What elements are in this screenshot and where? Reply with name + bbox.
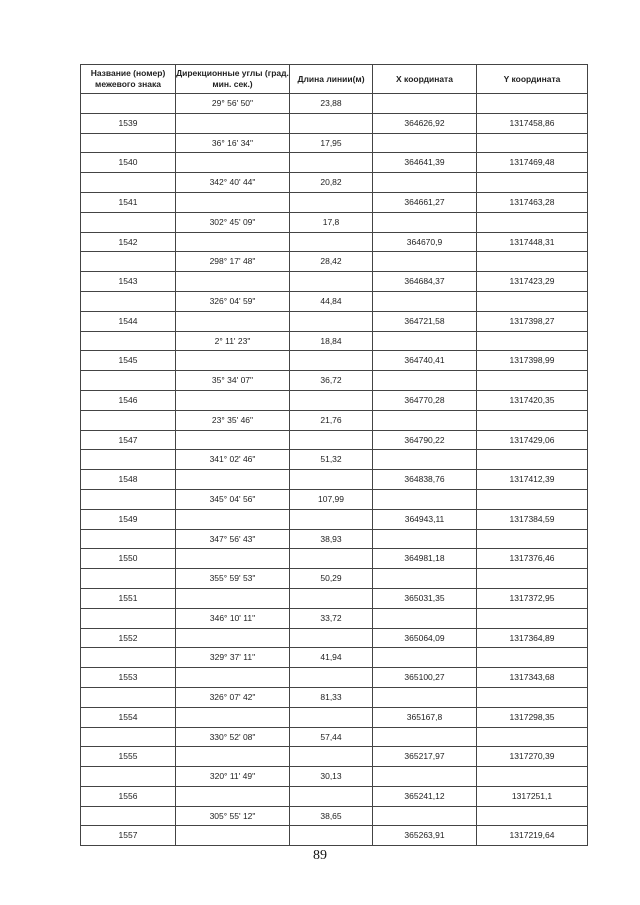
- y-coordinate-cell: [477, 371, 588, 391]
- x-coordinate-cell: 364684,37: [373, 272, 477, 292]
- page-number: 89: [313, 848, 327, 863]
- header-marker-name: Название (номер) межевого знака: [81, 65, 176, 94]
- marker-name-cell: [81, 133, 176, 153]
- marker-name-cell: [81, 727, 176, 747]
- direction-angle-cell: [176, 588, 290, 608]
- direction-angle-cell: 302° 45' 09": [176, 212, 290, 232]
- y-coordinate-cell: [477, 410, 588, 430]
- direction-angle-cell: 298° 17' 48": [176, 252, 290, 272]
- header-direction-angle: Дирекционные углы (град. мин. сек.): [176, 65, 290, 94]
- marker-name-cell: 1556: [81, 786, 176, 806]
- direction-angle-cell: [176, 113, 290, 133]
- marker-name-cell: [81, 410, 176, 430]
- marker-name-cell: 1543: [81, 272, 176, 292]
- table-row: [81, 94, 588, 114]
- marker-name-cell: 1547: [81, 430, 176, 450]
- direction-angle-cell: 305° 55' 12": [176, 806, 290, 826]
- y-coordinate-cell: 1317219,64: [477, 826, 588, 846]
- y-coordinate-cell: [477, 687, 588, 707]
- line-length-cell: 33,72: [290, 608, 373, 628]
- x-coordinate-cell: 364981,18: [373, 549, 477, 569]
- table-row: [81, 489, 588, 509]
- table-row: [81, 707, 588, 727]
- line-length-cell: [290, 786, 373, 806]
- line-length-cell: [290, 628, 373, 648]
- line-length-cell: [290, 509, 373, 529]
- table-body: [81, 94, 588, 846]
- marker-name-cell: 1545: [81, 351, 176, 371]
- x-coordinate-cell: [373, 687, 477, 707]
- line-length-cell: 38,93: [290, 529, 373, 549]
- y-coordinate-cell: [477, 252, 588, 272]
- y-coordinate-cell: [477, 806, 588, 826]
- table-row: [81, 450, 588, 470]
- line-length-cell: [290, 232, 373, 252]
- x-coordinate-cell: [373, 450, 477, 470]
- line-length-cell: 20,82: [290, 173, 373, 193]
- marker-name-cell: [81, 450, 176, 470]
- table-row: [81, 470, 588, 490]
- x-coordinate-cell: 364770,28: [373, 390, 477, 410]
- table-row: [81, 232, 588, 252]
- line-length-cell: [290, 192, 373, 212]
- y-coordinate-cell: [477, 173, 588, 193]
- marker-name-cell: 1550: [81, 549, 176, 569]
- table-row: [81, 430, 588, 450]
- x-coordinate-cell: 365064,09: [373, 628, 477, 648]
- y-coordinate-cell: 1317384,59: [477, 509, 588, 529]
- y-coordinate-cell: 1317423,29: [477, 272, 588, 292]
- line-length-cell: [290, 707, 373, 727]
- x-coordinate-cell: 365217,97: [373, 747, 477, 767]
- marker-name-cell: 1539: [81, 113, 176, 133]
- marker-name-cell: 1544: [81, 311, 176, 331]
- table-row: [81, 509, 588, 529]
- line-length-cell: 41,94: [290, 648, 373, 668]
- line-length-cell: [290, 747, 373, 767]
- x-coordinate-cell: 365031,35: [373, 588, 477, 608]
- table-row: [81, 291, 588, 311]
- y-coordinate-cell: [477, 450, 588, 470]
- line-length-cell: [290, 549, 373, 569]
- line-length-cell: [290, 113, 373, 133]
- line-length-cell: [290, 588, 373, 608]
- table-row: [81, 668, 588, 688]
- marker-name-cell: 1540: [81, 153, 176, 173]
- y-coordinate-cell: [477, 767, 588, 787]
- marker-name-cell: 1541: [81, 192, 176, 212]
- direction-angle-cell: [176, 351, 290, 371]
- y-coordinate-cell: 1317463,28: [477, 192, 588, 212]
- direction-angle-cell: 23° 35' 46": [176, 410, 290, 430]
- y-coordinate-cell: [477, 529, 588, 549]
- marker-name-cell: [81, 608, 176, 628]
- direction-angle-cell: 347° 56' 43": [176, 529, 290, 549]
- marker-name-cell: [81, 569, 176, 589]
- marker-name-cell: 1557: [81, 826, 176, 846]
- marker-name-cell: [81, 806, 176, 826]
- line-length-cell: 17,8: [290, 212, 373, 232]
- direction-angle-cell: [176, 628, 290, 648]
- line-length-cell: 57,44: [290, 727, 373, 747]
- line-length-cell: 30,13: [290, 767, 373, 787]
- direction-angle-cell: [176, 470, 290, 490]
- x-coordinate-cell: 364943,11: [373, 509, 477, 529]
- x-coordinate-cell: 364670,9: [373, 232, 477, 252]
- line-length-cell: [290, 351, 373, 371]
- line-length-cell: 44,84: [290, 291, 373, 311]
- x-coordinate-cell: [373, 212, 477, 232]
- marker-name-cell: 1552: [81, 628, 176, 648]
- table-row: [81, 648, 588, 668]
- x-coordinate-cell: [373, 489, 477, 509]
- marker-name-cell: 1553: [81, 668, 176, 688]
- x-coordinate-cell: [373, 727, 477, 747]
- direction-angle-cell: 329° 37' 11": [176, 648, 290, 668]
- table-row: [81, 529, 588, 549]
- y-coordinate-cell: [477, 608, 588, 628]
- table-row: [81, 192, 588, 212]
- direction-angle-cell: 29° 56' 50": [176, 94, 290, 114]
- line-length-cell: [290, 272, 373, 292]
- table-row: [81, 133, 588, 153]
- line-length-cell: 17,95: [290, 133, 373, 153]
- direction-angle-cell: [176, 390, 290, 410]
- direction-angle-cell: [176, 232, 290, 252]
- x-coordinate-cell: [373, 569, 477, 589]
- table-row: [81, 153, 588, 173]
- x-coordinate-cell: [373, 371, 477, 391]
- marker-name-cell: 1551: [81, 588, 176, 608]
- table-row: [81, 588, 588, 608]
- table-row: [81, 786, 588, 806]
- marker-name-cell: 1542: [81, 232, 176, 252]
- direction-angle-cell: 355° 59' 53": [176, 569, 290, 589]
- y-coordinate-cell: [477, 727, 588, 747]
- table-header-row: [81, 65, 588, 94]
- table-row: [81, 767, 588, 787]
- line-length-cell: [290, 390, 373, 410]
- x-coordinate-cell: [373, 94, 477, 114]
- boundary-coordinates-table: [80, 64, 588, 846]
- x-coordinate-cell: [373, 767, 477, 787]
- line-length-cell: 107,99: [290, 489, 373, 509]
- direction-angle-cell: 35° 34' 07": [176, 371, 290, 391]
- y-coordinate-cell: 1317398,99: [477, 351, 588, 371]
- line-length-cell: 23,88: [290, 94, 373, 114]
- marker-name-cell: 1555: [81, 747, 176, 767]
- y-coordinate-cell: [477, 133, 588, 153]
- marker-name-cell: [81, 173, 176, 193]
- direction-angle-cell: [176, 430, 290, 450]
- table-row: [81, 252, 588, 272]
- y-coordinate-cell: [477, 291, 588, 311]
- line-length-cell: 28,42: [290, 252, 373, 272]
- line-length-cell: [290, 470, 373, 490]
- marker-name-cell: [81, 767, 176, 787]
- line-length-cell: 51,32: [290, 450, 373, 470]
- y-coordinate-cell: 1317458,86: [477, 113, 588, 133]
- y-coordinate-cell: 1317364,89: [477, 628, 588, 648]
- table-row: [81, 272, 588, 292]
- y-coordinate-cell: 1317420,35: [477, 390, 588, 410]
- x-coordinate-cell: [373, 133, 477, 153]
- y-coordinate-cell: 1317270,39: [477, 747, 588, 767]
- table-row: [81, 371, 588, 391]
- table-row: [81, 826, 588, 846]
- direction-angle-cell: [176, 549, 290, 569]
- marker-name-cell: [81, 291, 176, 311]
- x-coordinate-cell: [373, 173, 477, 193]
- x-coordinate-cell: 364626,92: [373, 113, 477, 133]
- x-coordinate-cell: 365167,8: [373, 707, 477, 727]
- table-row: [81, 727, 588, 747]
- header-x-coordinate: X координата: [373, 65, 477, 94]
- line-length-cell: [290, 430, 373, 450]
- table-row: [81, 212, 588, 232]
- y-coordinate-cell: 1317251,1: [477, 786, 588, 806]
- direction-angle-cell: [176, 668, 290, 688]
- x-coordinate-cell: [373, 608, 477, 628]
- x-coordinate-cell: 364740,41: [373, 351, 477, 371]
- x-coordinate-cell: 364641,39: [373, 153, 477, 173]
- table-row: [81, 806, 588, 826]
- marker-name-cell: 1549: [81, 509, 176, 529]
- y-coordinate-cell: 1317376,46: [477, 549, 588, 569]
- direction-angle-cell: 330° 52' 08": [176, 727, 290, 747]
- table-row: [81, 173, 588, 193]
- line-length-cell: 18,84: [290, 331, 373, 351]
- marker-name-cell: [81, 687, 176, 707]
- x-coordinate-cell: 364721,58: [373, 311, 477, 331]
- y-coordinate-cell: [477, 212, 588, 232]
- line-length-cell: [290, 311, 373, 331]
- direction-angle-cell: 345° 04' 56": [176, 489, 290, 509]
- marker-name-cell: [81, 331, 176, 351]
- line-length-cell: 81,33: [290, 687, 373, 707]
- direction-angle-cell: [176, 786, 290, 806]
- line-length-cell: [290, 153, 373, 173]
- y-coordinate-cell: 1317469,48: [477, 153, 588, 173]
- direction-angle-cell: [176, 747, 290, 767]
- table-row: [81, 351, 588, 371]
- line-length-cell: 21,76: [290, 410, 373, 430]
- y-coordinate-cell: [477, 569, 588, 589]
- marker-name-cell: [81, 489, 176, 509]
- line-length-cell: [290, 826, 373, 846]
- direction-angle-cell: [176, 707, 290, 727]
- direction-angle-cell: [176, 192, 290, 212]
- y-coordinate-cell: [477, 648, 588, 668]
- y-coordinate-cell: 1317448,31: [477, 232, 588, 252]
- direction-angle-cell: [176, 153, 290, 173]
- x-coordinate-cell: 365241,12: [373, 786, 477, 806]
- x-coordinate-cell: [373, 410, 477, 430]
- table-row: [81, 628, 588, 648]
- direction-angle-cell: 346° 10' 11": [176, 608, 290, 628]
- x-coordinate-cell: [373, 806, 477, 826]
- x-coordinate-cell: 364838,76: [373, 470, 477, 490]
- x-coordinate-cell: [373, 331, 477, 351]
- direction-angle-cell: 326° 07' 42": [176, 687, 290, 707]
- x-coordinate-cell: [373, 291, 477, 311]
- marker-name-cell: [81, 212, 176, 232]
- header-y-coordinate: Y координата: [477, 65, 588, 94]
- marker-name-cell: 1554: [81, 707, 176, 727]
- table-row: [81, 410, 588, 430]
- direction-angle-cell: [176, 826, 290, 846]
- direction-angle-cell: 342° 40' 44": [176, 173, 290, 193]
- marker-name-cell: [81, 252, 176, 272]
- y-coordinate-cell: 1317412,39: [477, 470, 588, 490]
- table-row: [81, 113, 588, 133]
- x-coordinate-cell: 365263,91: [373, 826, 477, 846]
- y-coordinate-cell: 1317343,68: [477, 668, 588, 688]
- y-coordinate-cell: 1317298,35: [477, 707, 588, 727]
- header-line-length: Длина линии(м): [290, 65, 373, 94]
- line-length-cell: 50,29: [290, 569, 373, 589]
- direction-angle-cell: 2° 11' 23": [176, 331, 290, 351]
- x-coordinate-cell: 364790,22: [373, 430, 477, 450]
- table-row: [81, 331, 588, 351]
- table-row: [81, 390, 588, 410]
- line-length-cell: [290, 668, 373, 688]
- direction-angle-cell: [176, 311, 290, 331]
- y-coordinate-cell: [477, 94, 588, 114]
- direction-angle-cell: 326° 04' 59": [176, 291, 290, 311]
- table-row: [81, 687, 588, 707]
- table-row: [81, 569, 588, 589]
- x-coordinate-cell: [373, 648, 477, 668]
- y-coordinate-cell: 1317372,95: [477, 588, 588, 608]
- direction-angle-cell: 36° 16' 34": [176, 133, 290, 153]
- marker-name-cell: [81, 371, 176, 391]
- line-length-cell: 38,65: [290, 806, 373, 826]
- direction-angle-cell: 341° 02' 46": [176, 450, 290, 470]
- y-coordinate-cell: [477, 331, 588, 351]
- x-coordinate-cell: [373, 252, 477, 272]
- table-row: [81, 311, 588, 331]
- direction-angle-cell: [176, 272, 290, 292]
- marker-name-cell: [81, 648, 176, 668]
- y-coordinate-cell: [477, 489, 588, 509]
- line-length-cell: 36,72: [290, 371, 373, 391]
- direction-angle-cell: [176, 509, 290, 529]
- marker-name-cell: 1546: [81, 390, 176, 410]
- marker-name-cell: 1548: [81, 470, 176, 490]
- marker-name-cell: [81, 94, 176, 114]
- table-row: [81, 747, 588, 767]
- y-coordinate-cell: 1317398,27: [477, 311, 588, 331]
- table-row: [81, 608, 588, 628]
- marker-name-cell: [81, 529, 176, 549]
- y-coordinate-cell: 1317429,06: [477, 430, 588, 450]
- direction-angle-cell: 320° 11' 49": [176, 767, 290, 787]
- x-coordinate-cell: 364661,27: [373, 192, 477, 212]
- x-coordinate-cell: 365100,27: [373, 668, 477, 688]
- table-row: [81, 549, 588, 569]
- x-coordinate-cell: [373, 529, 477, 549]
